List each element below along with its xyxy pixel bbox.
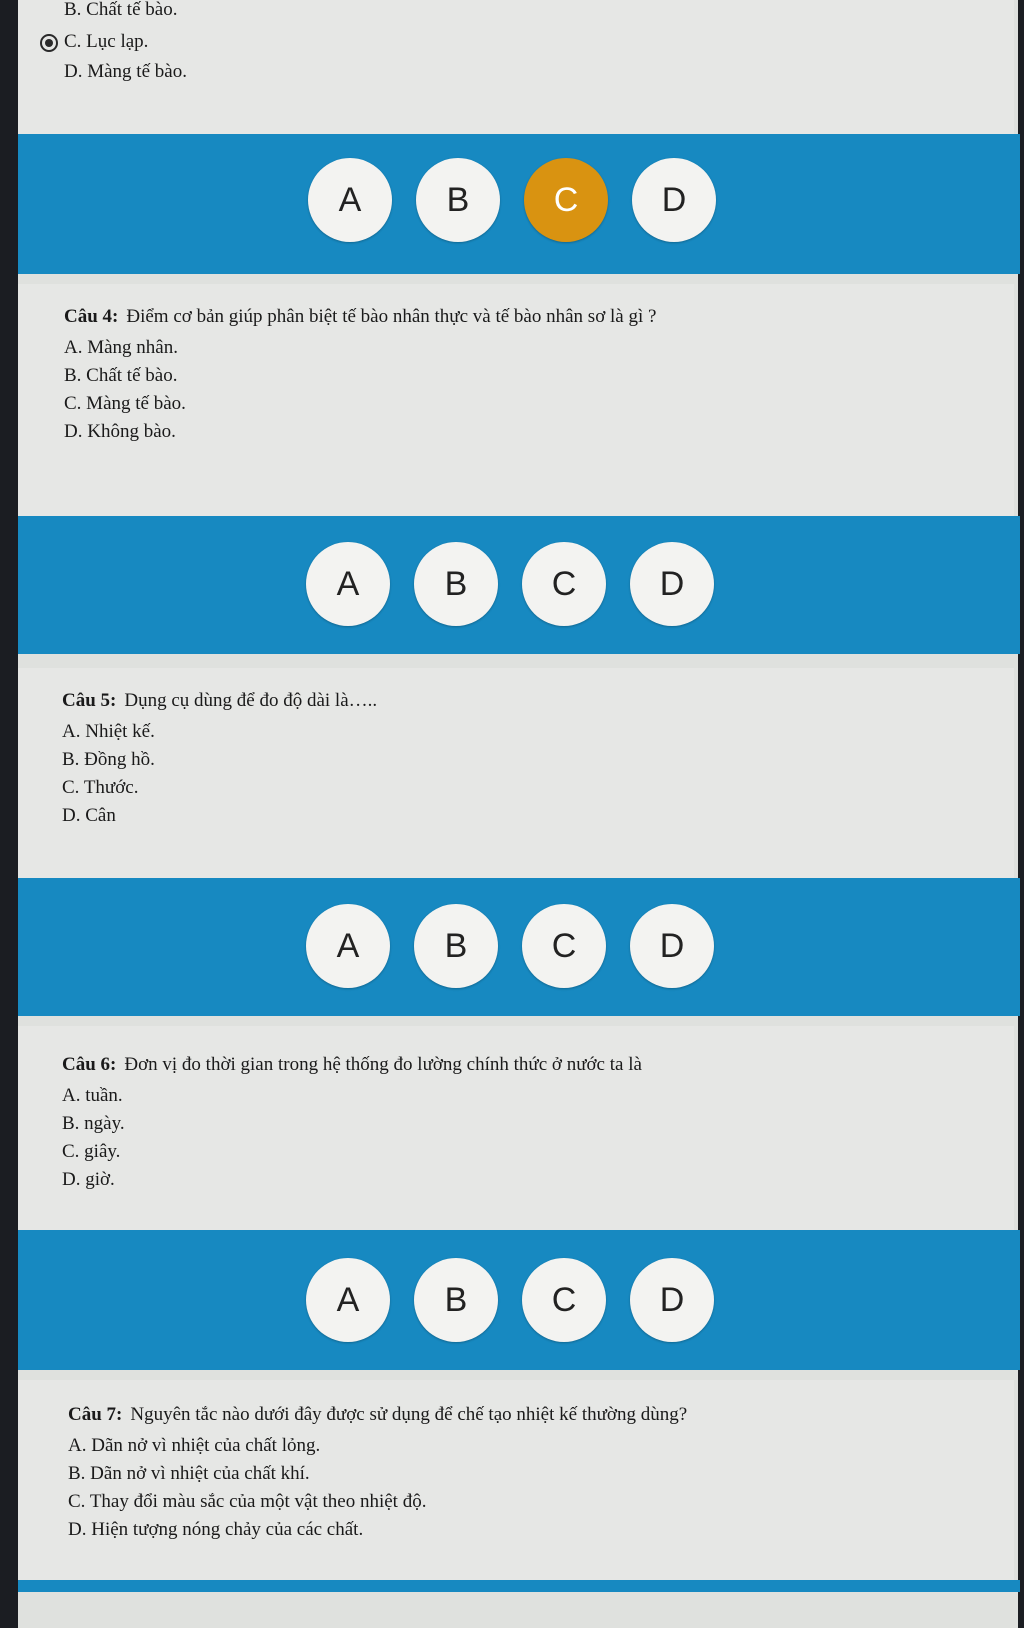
question-6-title xyxy=(62,1054,994,1076)
q7-option-b[interactable]: B. Dãn nở vì nhiệt của chất khí. xyxy=(68,1463,310,1484)
choice-b-button[interactable]: B xyxy=(416,158,500,242)
q6-option-d[interactable]: D. giờ. xyxy=(62,1169,115,1190)
question-6-text: Đơn vị đo thời gian trong hệ thống đo lường chính thức ở nước ta là xyxy=(124,1054,642,1075)
q5-option-a[interactable]: A. Nhiệt kế. xyxy=(62,721,155,742)
choice-a-button[interactable]: A xyxy=(306,1258,390,1342)
question-7-text: Nguyên tắc nào dưới đây được sử dụng để chế tạo nhiệt kế thường dùng? xyxy=(130,1404,688,1425)
question-3-tail xyxy=(18,0,1014,134)
answer-bar-5-partial xyxy=(18,1580,1020,1592)
choice-c-button[interactable]: C xyxy=(522,1258,606,1342)
choice-c-button[interactable]: C xyxy=(522,904,606,988)
q7-option-a[interactable]: A. Dãn nở vì nhiệt của chất lỏng. xyxy=(68,1435,321,1456)
choice-c-button-selected[interactable]: C xyxy=(524,158,608,242)
choice-b-button[interactable]: B xyxy=(414,1258,498,1342)
choice-a-button[interactable]: A xyxy=(308,158,392,242)
question-6-label: Câu 6: xyxy=(62,1054,117,1075)
choice-c-button[interactable]: C xyxy=(522,542,606,626)
question-5-title xyxy=(62,690,994,712)
choice-d-button[interactable]: D xyxy=(630,1258,714,1342)
answer-bar-1 xyxy=(18,134,1020,274)
q3-option-c[interactable]: C. Lục lạp. xyxy=(64,31,149,52)
choice-d-button[interactable]: D xyxy=(630,542,714,626)
question-4 xyxy=(18,284,1014,516)
question-6 xyxy=(18,1026,1014,1230)
q3-option-d[interactable]: D. Màng tế bào. xyxy=(64,61,187,82)
answer-bar-4 xyxy=(18,1230,1020,1370)
choice-b-button[interactable]: B xyxy=(414,542,498,626)
question-4-title xyxy=(64,306,994,328)
answer-bar-3 xyxy=(18,878,1020,1016)
answer-bar-2 xyxy=(18,516,1020,654)
question-4-label: Câu 4: xyxy=(64,306,119,327)
question-7 xyxy=(18,1380,1014,1580)
selected-radio-icon[interactable] xyxy=(40,34,58,52)
choice-a-button[interactable]: A xyxy=(306,904,390,988)
q5-option-d[interactable]: D. Cân xyxy=(62,805,116,826)
q4-option-d[interactable]: D. Không bào. xyxy=(64,421,176,442)
choice-a-button[interactable]: A xyxy=(306,542,390,626)
q6-option-a[interactable]: A. tuần. xyxy=(62,1085,123,1106)
choice-d-button[interactable]: D xyxy=(630,904,714,988)
q7-option-c[interactable]: C. Thay đổi màu sắc của một vật theo nhiệt độ. xyxy=(68,1491,427,1512)
q7-option-d[interactable]: D. Hiện tượng nóng chảy của các chất. xyxy=(68,1519,364,1540)
question-4-text: Điểm cơ bản giúp phân biệt tế bào nhân thực và tế bào nhân sơ là gì ? xyxy=(126,306,657,327)
question-7-title xyxy=(68,1404,994,1426)
choice-d-button[interactable]: D xyxy=(632,158,716,242)
q4-option-a[interactable]: A. Màng nhân. xyxy=(64,337,178,358)
q5-option-c[interactable]: C. Thước. xyxy=(62,777,139,798)
q6-option-b[interactable]: B. ngày. xyxy=(62,1113,125,1134)
q4-option-c[interactable]: C. Màng tế bào. xyxy=(64,393,186,414)
q4-option-b[interactable]: B. Chất tế bào. xyxy=(64,365,178,386)
question-5-text: Dụng cụ dùng để đo độ dài là….. xyxy=(124,690,378,711)
choice-b-button[interactable]: B xyxy=(414,904,498,988)
q5-option-b[interactable]: B. Đồng hồ. xyxy=(62,749,155,770)
q3-option-b[interactable]: B. Chất tế bào. xyxy=(64,0,178,20)
question-7-label: Câu 7: xyxy=(68,1404,123,1425)
q6-option-c[interactable]: C. giây. xyxy=(62,1141,121,1162)
question-5-label: Câu 5: xyxy=(62,690,117,711)
question-5 xyxy=(18,668,1014,878)
